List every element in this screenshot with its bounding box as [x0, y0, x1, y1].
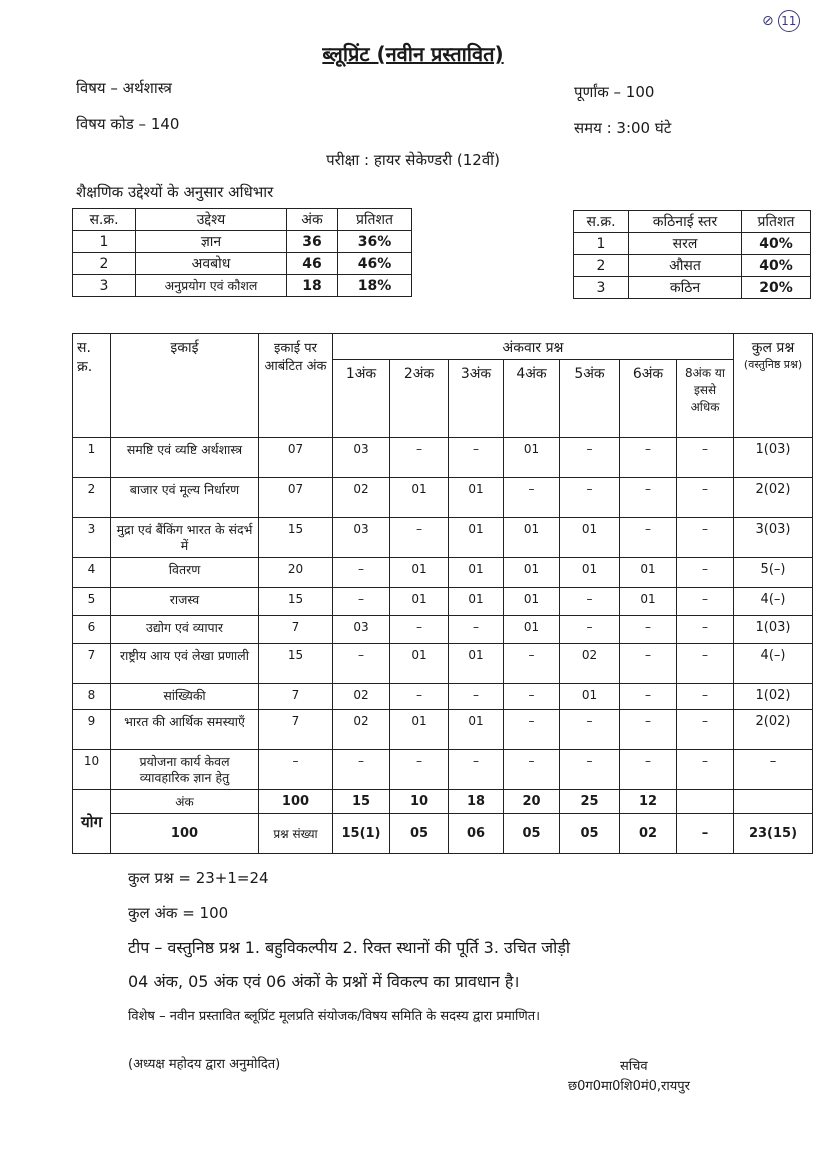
- cell: 15(1): [333, 814, 390, 854]
- table-row: [73, 684, 813, 710]
- cell: 8: [73, 684, 111, 710]
- full-marks: पूर्णांक – 100: [574, 83, 655, 101]
- col-header: कठिनाई स्तर: [629, 211, 742, 233]
- total-label: योग: [73, 790, 111, 854]
- cell: –: [390, 684, 449, 710]
- cell: 01: [504, 616, 560, 644]
- cell: 01: [560, 518, 620, 558]
- cell: 02: [333, 478, 390, 518]
- col-header-total: [734, 334, 813, 438]
- page-number: 11: [778, 10, 800, 32]
- cell: –: [333, 588, 390, 616]
- cell: 01: [560, 558, 620, 588]
- cell: 1(03): [734, 438, 813, 478]
- col-header-sno: स. क्र.: [73, 334, 111, 438]
- subject: विषय – अर्थशास्त्र: [76, 79, 172, 97]
- cell: 100: [111, 814, 259, 854]
- cell: –: [677, 750, 734, 790]
- cell: 01: [449, 558, 504, 588]
- cell: 01: [390, 644, 449, 684]
- col-header: प्रतिशत: [742, 211, 811, 233]
- cell: कठिन: [629, 277, 742, 299]
- cell: –: [504, 684, 560, 710]
- cell: 15: [259, 588, 333, 616]
- page-title: ब्लूप्रिंट (नवीन प्रस्तावित): [322, 42, 504, 66]
- cell: –: [620, 616, 677, 644]
- cell: सरल: [629, 233, 742, 255]
- unit-name: प्रयोजना कार्य केवल व्यावहारिक ज्ञान हेतु: [111, 750, 259, 790]
- table-row: [73, 478, 813, 518]
- cell: –: [504, 644, 560, 684]
- table-row: [574, 277, 811, 299]
- cell: –: [259, 750, 333, 790]
- cell: –: [390, 750, 449, 790]
- cell: [677, 790, 734, 814]
- cell: 7: [73, 644, 111, 684]
- cell: 06: [449, 814, 504, 854]
- cell: 25: [560, 790, 620, 814]
- cell: –: [390, 438, 449, 478]
- cell: 40%: [742, 233, 811, 255]
- unit-name: राष्ट्रीय आय एवं लेखा प्रणाली: [111, 644, 259, 684]
- cell: –: [677, 438, 734, 478]
- blueprint-table: [72, 333, 813, 854]
- cell: 36: [287, 231, 338, 253]
- unit-name: बाजार एवं मूल्य निर्धारण: [111, 478, 259, 518]
- exam-time: समय : 3:00 घंटे: [574, 119, 672, 137]
- cell: 23(15): [734, 814, 813, 854]
- cell: –: [333, 750, 390, 790]
- cell: 5(–): [734, 558, 813, 588]
- col-header: अंक: [287, 209, 338, 231]
- cell: –: [560, 588, 620, 616]
- cell: अवबोध: [136, 253, 287, 275]
- note-line-2: 04 अंक, 05 अंक एवं 06 अंकों के प्रश्नों में विकल्प का प्रावधान है।: [128, 972, 520, 991]
- table-row: [73, 710, 813, 750]
- cell: 01: [620, 558, 677, 588]
- cell: –: [560, 616, 620, 644]
- cell: 2: [73, 478, 111, 518]
- cell: 05: [390, 814, 449, 854]
- board-name: छ0ग0मा0शि0मं0,रायपुर: [568, 1079, 690, 1094]
- cell: 01: [390, 588, 449, 616]
- cell: 4(–): [734, 644, 813, 684]
- cell: 18: [287, 275, 338, 297]
- col-header: उद्देश्य: [136, 209, 287, 231]
- cell: 03: [333, 518, 390, 558]
- table-row: [73, 588, 813, 616]
- cell: –: [449, 616, 504, 644]
- col-header: स.क्र.: [73, 209, 136, 231]
- cell: –: [620, 438, 677, 478]
- cell: –: [620, 684, 677, 710]
- cell: 01: [449, 518, 504, 558]
- cell: प्रश्न संख्या: [259, 814, 333, 854]
- cell: अनुप्रयोग एवं कौशल: [136, 275, 287, 297]
- cell: 3: [73, 518, 111, 558]
- table-row: [574, 255, 811, 277]
- cell: 4(–): [734, 588, 813, 616]
- cell: 20: [259, 558, 333, 588]
- cell: 7: [259, 684, 333, 710]
- unit-name: सांख्यिकी: [111, 684, 259, 710]
- cell: 1: [574, 233, 629, 255]
- col-header-mark: 1अंक: [333, 360, 390, 438]
- table-row: [73, 518, 813, 558]
- cell: 7: [259, 710, 333, 750]
- special-note: विशेष – नवीन प्रस्तावित ब्लूप्रिंट मूलप्रति संयोजक/विषय समिति के सदस्य द्वारा प्रमाणित।: [128, 1009, 541, 1024]
- cell: 4: [73, 558, 111, 588]
- col-header-unit: इकाई: [111, 334, 259, 438]
- cell: –: [620, 644, 677, 684]
- table-body: [73, 438, 813, 790]
- cell: 01: [390, 478, 449, 518]
- cell: 01: [504, 438, 560, 478]
- cell: 05: [504, 814, 560, 854]
- note-line-1: टीप – वस्तुनिष्ठ प्रश्न 1. बहुविकल्पीय 2. रिक्त स्थानों की पूर्ति 3. उचित जोड़ी: [128, 938, 571, 957]
- cell: –: [449, 684, 504, 710]
- table-row: [574, 233, 811, 255]
- table-header-row: [73, 334, 813, 360]
- cell: 1(03): [734, 616, 813, 644]
- cell: 7: [259, 616, 333, 644]
- objectives-heading: शैक्षणिक उद्देश्यों के अनुसार अधिभार: [76, 183, 274, 201]
- cell: –: [677, 588, 734, 616]
- cell: 1: [73, 231, 136, 253]
- cell: –: [677, 644, 734, 684]
- unit-name: भारत की आर्थिक समस्याएँ: [111, 710, 259, 750]
- unit-name: मुद्रा एवं बैंकिंग भारत के संदर्भ में: [111, 518, 259, 558]
- table-row: [73, 438, 813, 478]
- cell: –: [677, 684, 734, 710]
- cell: –: [449, 438, 504, 478]
- table-row: [73, 253, 412, 275]
- cell: –: [620, 710, 677, 750]
- cell: –: [560, 478, 620, 518]
- cell: 3: [574, 277, 629, 299]
- cell: –: [504, 710, 560, 750]
- table-row: [73, 750, 813, 790]
- cell: –: [620, 478, 677, 518]
- total-row-marks: [73, 790, 813, 814]
- cell: –: [333, 558, 390, 588]
- cell: –: [504, 478, 560, 518]
- cell: –: [449, 750, 504, 790]
- cell: 01: [560, 684, 620, 710]
- cell: 2: [73, 253, 136, 275]
- cell: 01: [620, 588, 677, 616]
- cell: 3(03): [734, 518, 813, 558]
- col-header-mark: 4अंक: [504, 360, 560, 438]
- col-header-mark: 3अंक: [449, 360, 504, 438]
- cell: 02: [560, 644, 620, 684]
- cell: ज्ञान: [136, 231, 287, 253]
- table-row: [73, 644, 813, 684]
- cell: 9: [73, 710, 111, 750]
- cell: –: [390, 616, 449, 644]
- cell: 01: [504, 558, 560, 588]
- cell: –: [560, 438, 620, 478]
- cell: 10: [390, 790, 449, 814]
- cell: 20%: [742, 277, 811, 299]
- table-header-row: [574, 211, 811, 233]
- cell: 02: [333, 710, 390, 750]
- cell: 2(02): [734, 478, 813, 518]
- cell: 12: [620, 790, 677, 814]
- total-sublabel: (वस्तुनिष्ठ प्रश्न): [743, 358, 803, 371]
- cell: 15: [333, 790, 390, 814]
- cell: –: [390, 518, 449, 558]
- cell: 20: [504, 790, 560, 814]
- cell: –: [620, 518, 677, 558]
- cell: –: [677, 616, 734, 644]
- cell: –: [677, 814, 734, 854]
- cell: 03: [333, 438, 390, 478]
- cell: 05: [560, 814, 620, 854]
- cell: 46%: [338, 253, 412, 275]
- col-header-markwise: अंकवार प्रश्न: [333, 334, 734, 360]
- unit-name: उद्योग एवं व्यापार: [111, 616, 259, 644]
- cell: 5: [73, 588, 111, 616]
- cell: 01: [504, 518, 560, 558]
- unit-name: वितरण: [111, 558, 259, 588]
- cell: 01: [504, 588, 560, 616]
- cell: 01: [449, 478, 504, 518]
- cell: –: [677, 478, 734, 518]
- cell: –: [620, 750, 677, 790]
- cell: –: [560, 750, 620, 790]
- cell: 01: [449, 710, 504, 750]
- cell: 02: [333, 684, 390, 710]
- table-row: [73, 275, 412, 297]
- cell: –: [560, 710, 620, 750]
- cell: 15: [259, 644, 333, 684]
- total-questions: कुल प्रश्न = 23+1=24: [128, 869, 269, 887]
- exam-name: परीक्षा : हायर सेकेण्डरी (12वीं): [326, 151, 500, 169]
- cell: 01: [449, 644, 504, 684]
- col-header: प्रतिशत: [338, 209, 412, 231]
- unit-name: राजस्व: [111, 588, 259, 616]
- cell: 40%: [742, 255, 811, 277]
- cell: 36%: [338, 231, 412, 253]
- col-header-mark: 6अंक: [620, 360, 677, 438]
- cell: [734, 790, 813, 814]
- cell: 03: [333, 616, 390, 644]
- cell: –: [677, 710, 734, 750]
- table-row: [73, 231, 412, 253]
- difficulty-table: [573, 210, 811, 299]
- cell: 100: [259, 790, 333, 814]
- cell: 46: [287, 253, 338, 275]
- table-header-row: [73, 209, 412, 231]
- unit-name: समष्टि एवं व्यष्टि अर्थशास्त्र: [111, 438, 259, 478]
- cell: 15: [259, 518, 333, 558]
- total-marks: कुल अंक = 100: [128, 904, 229, 922]
- cell: 01: [390, 710, 449, 750]
- secretary: सचिव: [620, 1059, 648, 1074]
- cell: 18: [449, 790, 504, 814]
- cell: 02: [620, 814, 677, 854]
- cell: 1(02): [734, 684, 813, 710]
- cell: 2(02): [734, 710, 813, 750]
- cell: 2: [574, 255, 629, 277]
- cell: –: [734, 750, 813, 790]
- cell: –: [504, 750, 560, 790]
- approved-note: (अध्यक्ष महोदय द्वारा अनुमोदित): [128, 1057, 281, 1072]
- cell: 07: [259, 438, 333, 478]
- table-row: [73, 558, 813, 588]
- cell: 1: [73, 438, 111, 478]
- col-header-mark: 8अंक या इससे अधिक: [677, 360, 734, 438]
- cell: –: [677, 518, 734, 558]
- cell: 10: [73, 750, 111, 790]
- total-label: कुल प्रश्न: [751, 340, 795, 356]
- col-header: स.क्र.: [574, 211, 629, 233]
- objectives-table: [72, 208, 412, 297]
- cell: 01: [390, 558, 449, 588]
- subject-code: विषय कोड – 140: [76, 115, 180, 133]
- col-header-mark: 5अंक: [560, 360, 620, 438]
- cell: –: [677, 558, 734, 588]
- cell: 3: [73, 275, 136, 297]
- cell: –: [333, 644, 390, 684]
- cell: औसत: [629, 255, 742, 277]
- cell: 6: [73, 616, 111, 644]
- corner-mark: ⊘ 11: [762, 10, 800, 32]
- table-row: [73, 616, 813, 644]
- cell: 18%: [338, 275, 412, 297]
- col-header-mark: 2अंक: [390, 360, 449, 438]
- cell: 01: [449, 588, 504, 616]
- cell: अंक: [111, 790, 259, 814]
- cell: 07: [259, 478, 333, 518]
- total-row-questions: [73, 814, 813, 854]
- col-header-unit-marks: इकाई पर आबंटित अंक: [259, 334, 333, 438]
